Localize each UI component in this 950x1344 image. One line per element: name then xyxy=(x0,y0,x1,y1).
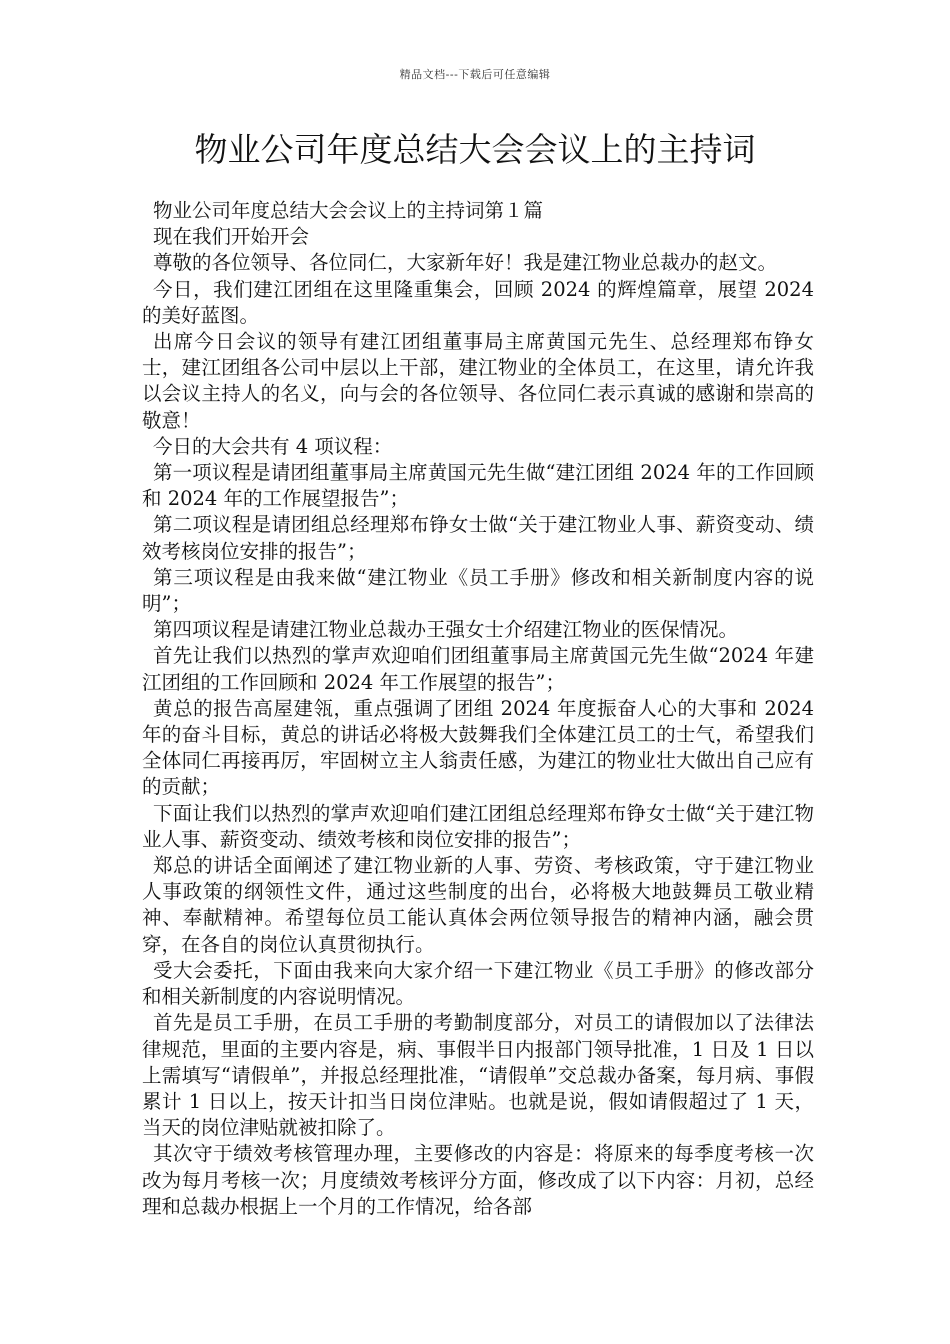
paragraph: 第三项议程是由我来做“建江物业《员工手册》修改和相关新制度内容的说明”； xyxy=(142,565,814,616)
paragraph: 首先让我们以热烈的掌声欢迎咱们团组董事局主席黄国元先生做“2024 年建江团组的工作回顾和 2024 年工作展望的报告”； xyxy=(142,644,814,694)
paragraph: 其次守于绩效考核管理办理，主要修改的内容是：将原来的每季度考核一次改为每月考核一次；月度绩效考核评分方面，修改成了以下内容：月初，总经理和总裁办根据上一个月的工作情况，给各部 xyxy=(142,1142,814,1218)
paragraph: 第二项议程是请团组总经理郑布铮女士做“关于建江物业人事、薪资变动、绩效考核岗位安排的报告”； xyxy=(142,513,814,563)
paragraph: 第一项议程是请团组董事局主席黄国元先生做“建江团组 2024 年的工作回顾和 2024 年的工作展望报告”； xyxy=(142,461,814,511)
paragraph: 今日的大会共有 4 项议程： xyxy=(153,434,393,458)
paragraph: 现在我们开始开会 xyxy=(153,225,310,249)
paragraph: 受大会委托，下面由我来向大家介绍一下建江物业《员工手册》的修改部分和相关新制度的内容说明情况。 xyxy=(142,958,814,1009)
paragraph-subtitle: 物业公司年度总结大会会议上的主持词第１篇 xyxy=(153,199,544,222)
paragraph: 下面让我们以热烈的掌声欢迎咱们建江团组总经理郑布铮女士做“关于建江物业人事、薪资变动、绩效考核和岗位安排的报告”； xyxy=(142,801,814,851)
header-watermark: 精品文档---下载后可任意编辑 xyxy=(399,68,551,81)
document-title: 物业公司年度总结大会会议上的主持词 xyxy=(194,130,756,169)
paragraph: 黄总的报告高屋建瓴，重点强调了团组 2024 年度振奋人心的大事和 2024 年的奋斗目标，黄总的讲话必将极大鼓舞我们全体建江员工的士气，希望我们全体同仁再接再厉，牢固树立主人翁责任感，为建江的物业壮大做出自己应有的贡献； xyxy=(142,696,814,799)
paragraph: 今日，我们建江团组在这里隆重集会，回顾 2024 的辉煌篇章，展望 2024 的美好蓝图。 xyxy=(142,277,814,327)
paragraph: 第四项议程是请建江物业总裁办王强女士介绍建江物业的医保情况。 xyxy=(153,618,739,642)
paragraph: 首先是员工手册，在员工手册的考勤制度部分，对员工的请假加以了法律法律规范，里面的主要内容是，病、事假半日内报部门领导批准，1 日及 1 日以上需填写“请假单”，并报总经理批准，“请假单”交总裁办备案，每月病、事假累计 1 日以上，按天计扣当日岗位津贴。也就是说，假如请假超过了 1 天，当天的岗位津贴就被扣除了。 xyxy=(142,1011,814,1140)
document-body xyxy=(142,198,814,1220)
paragraph: 出席今日会议的领导有建江团组董事局主席黄国元先生、总经理郑布铮女士，建江团组各公司中层以上干部，建江物业的全体员工，在这里，请允许我以会议主持人的名义，向与会的各位领导、各位同仁表示真诚的感谢和崇高的敬意！ xyxy=(142,330,814,432)
paragraph: 尊敬的各位领导、各位同仁，大家新年好！我是建江物业总裁办的赵文。 xyxy=(153,251,778,275)
paragraph: 郑总的讲话全面阐述了建江物业新的人事、劳资、考核政策，守于建江物业人事政策的纲领性文件，通过这些制度的出台，必将极大地鼓舞员工敬业精神、奉献精神。希望每位员工能认真体会两位领导报告的精神内涵，融会贯穿，在各自的岗位认真贯彻执行。 xyxy=(142,854,814,956)
